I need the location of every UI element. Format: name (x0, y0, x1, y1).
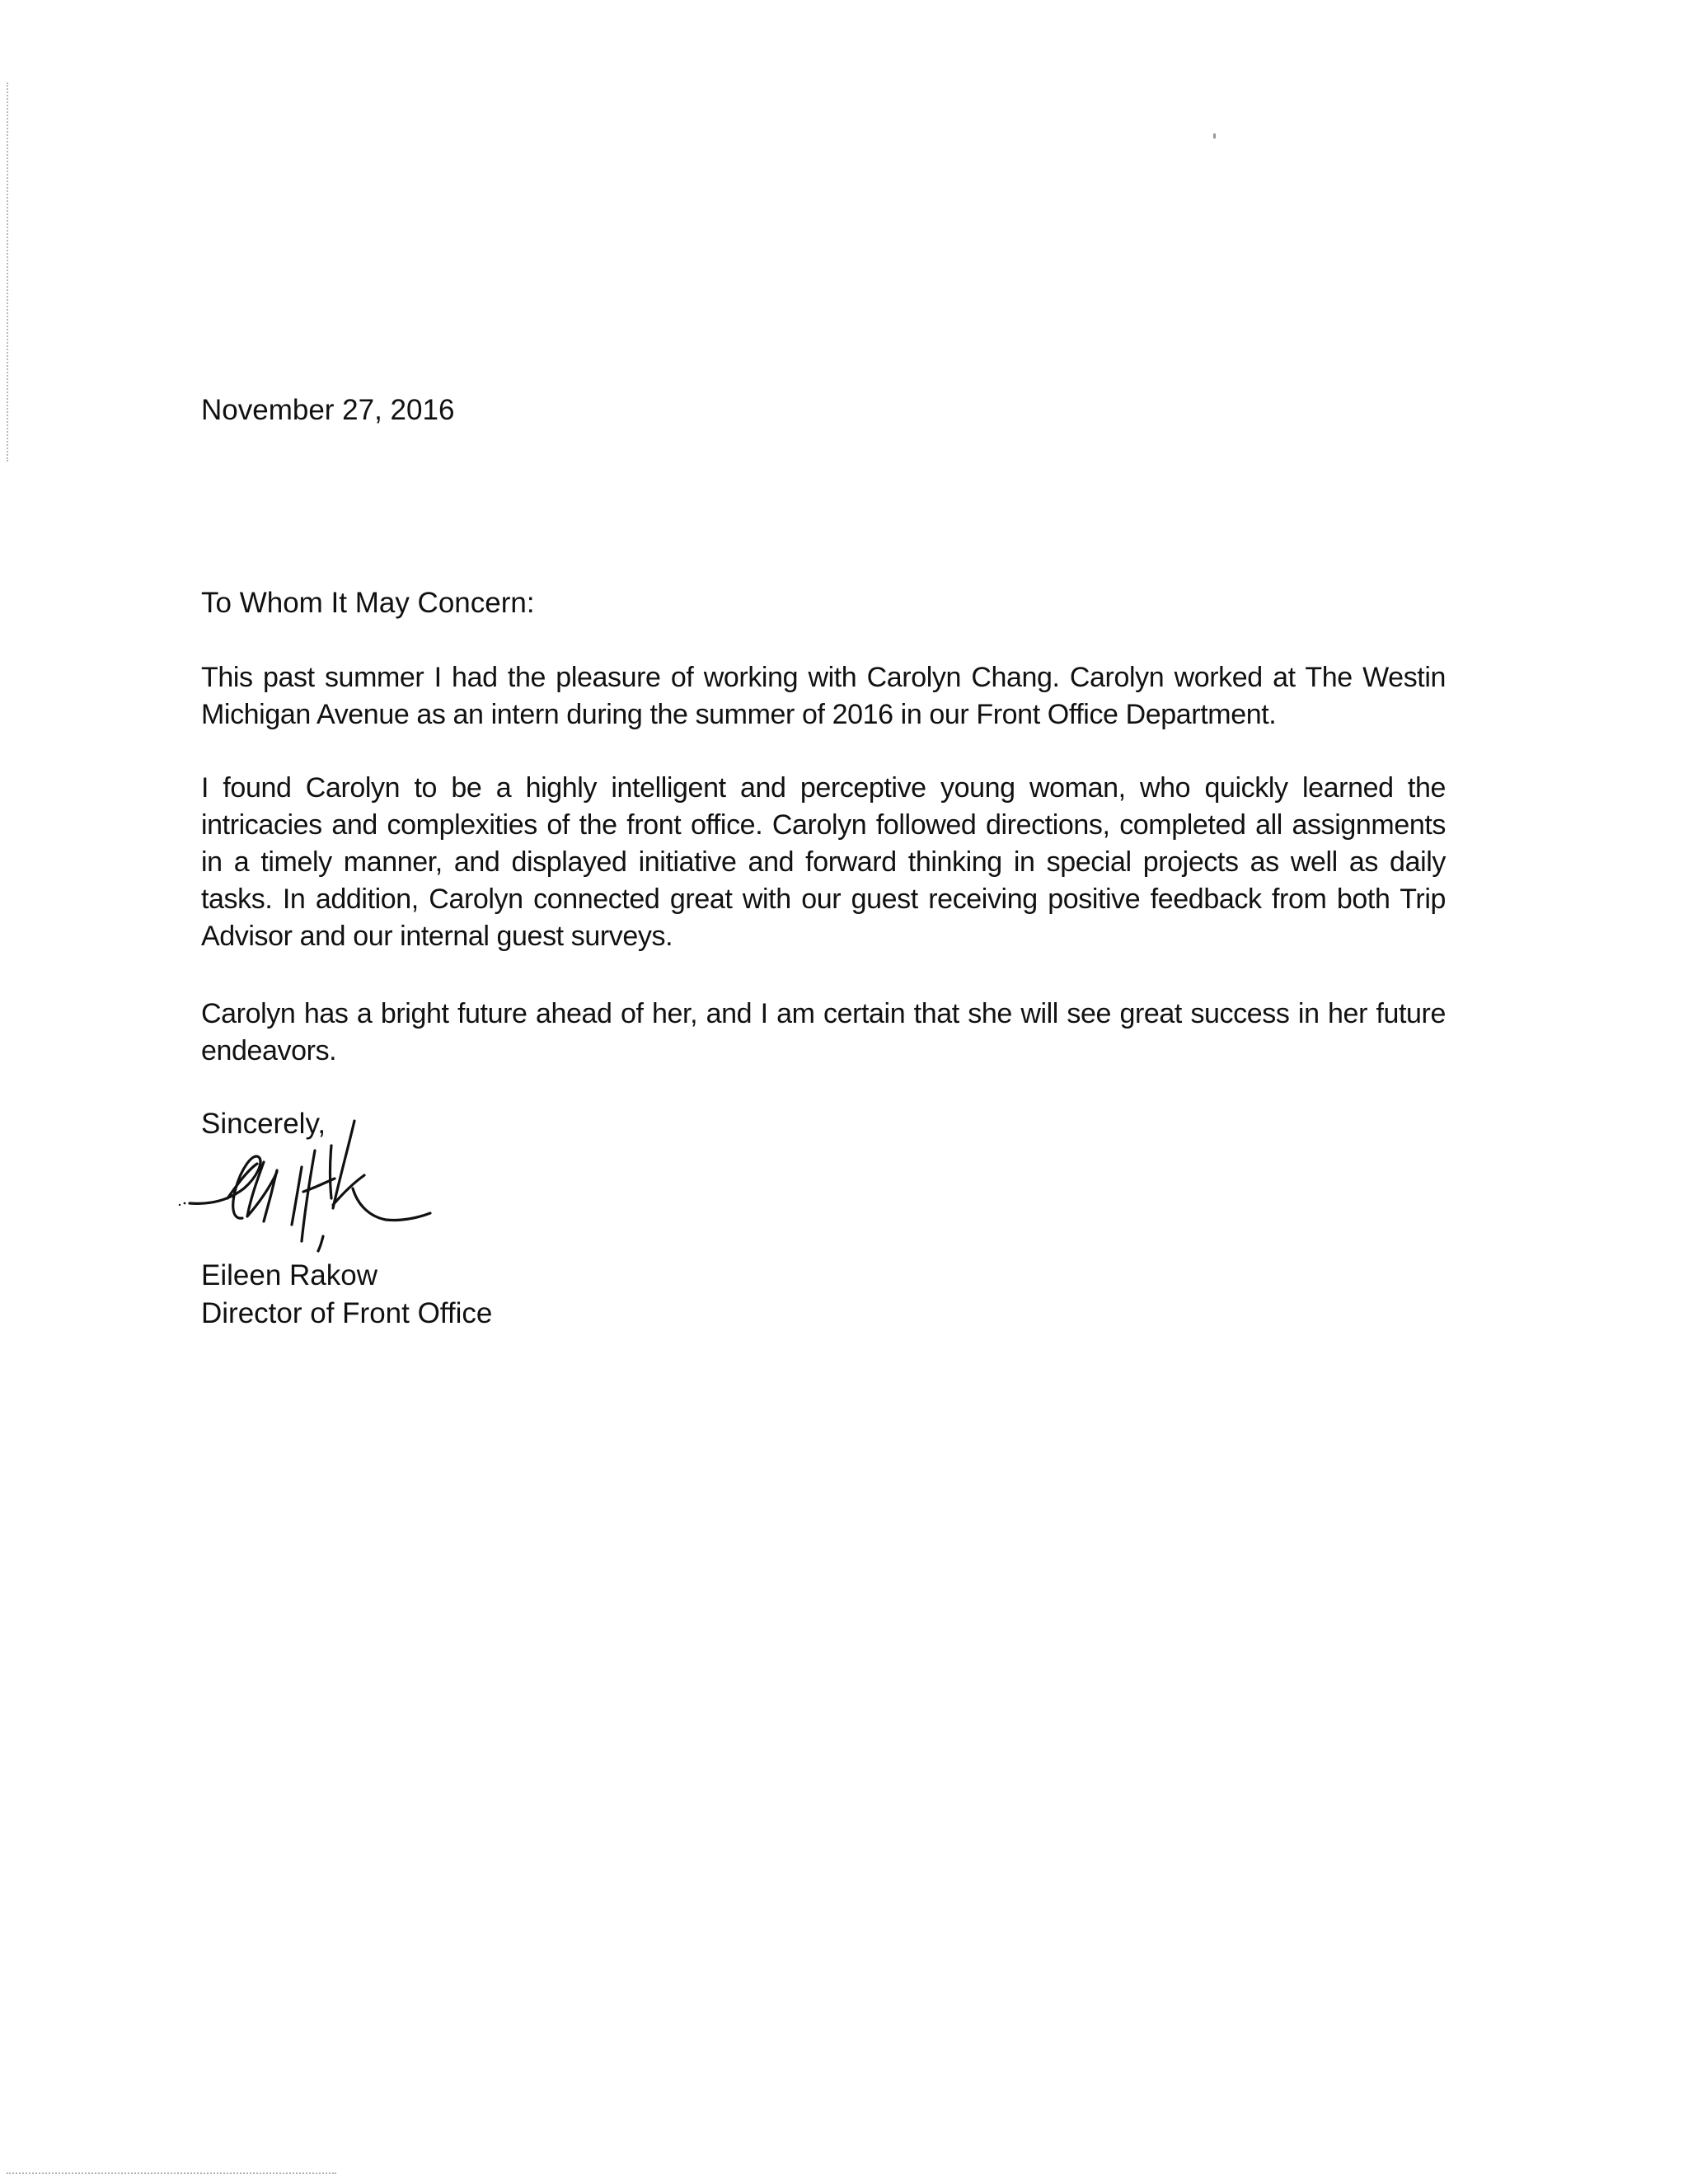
signer-name: Eileen Rakow (201, 1259, 377, 1291)
letter-paragraph-3: Carolyn has a bright future ahead of her, and I am certain that she will see great success in her future endeavors. (201, 998, 1446, 1066)
letter-paragraph-2: I found Carolyn to be a highly intelligent and perceptive young woman, who quickly learned the intricacies and complexities of the front office. Carolyn followed directions, completed all assignments in a timely manner, and displayed initiative and forward thinking in special projects as well as daily tasks. In addition, Carolyn connected great with our guest receiving positive feedback from both Trip Advisor and our internal guest surveys. (201, 772, 1446, 952)
scan-artifact-bottom (7, 2172, 336, 2176)
scan-speck (1213, 134, 1216, 138)
letter-salutation: To Whom It May Concern: (201, 587, 535, 619)
letter-paragraph-1: This past summer I had the pleasure of working with Carolyn Chang. Carolyn worked at The Westin Michigan Avenue as an intern during the summer of 2016 in our Front Office Department. (201, 662, 1446, 730)
signer-title: Director of Front Office (201, 1297, 493, 1329)
scan-artifact-left (7, 82, 12, 462)
letter-closing: Sincerely, (201, 1108, 326, 1140)
letter-date: November 27, 2016 (201, 394, 455, 426)
handwritten-signature (178, 1113, 458, 1253)
